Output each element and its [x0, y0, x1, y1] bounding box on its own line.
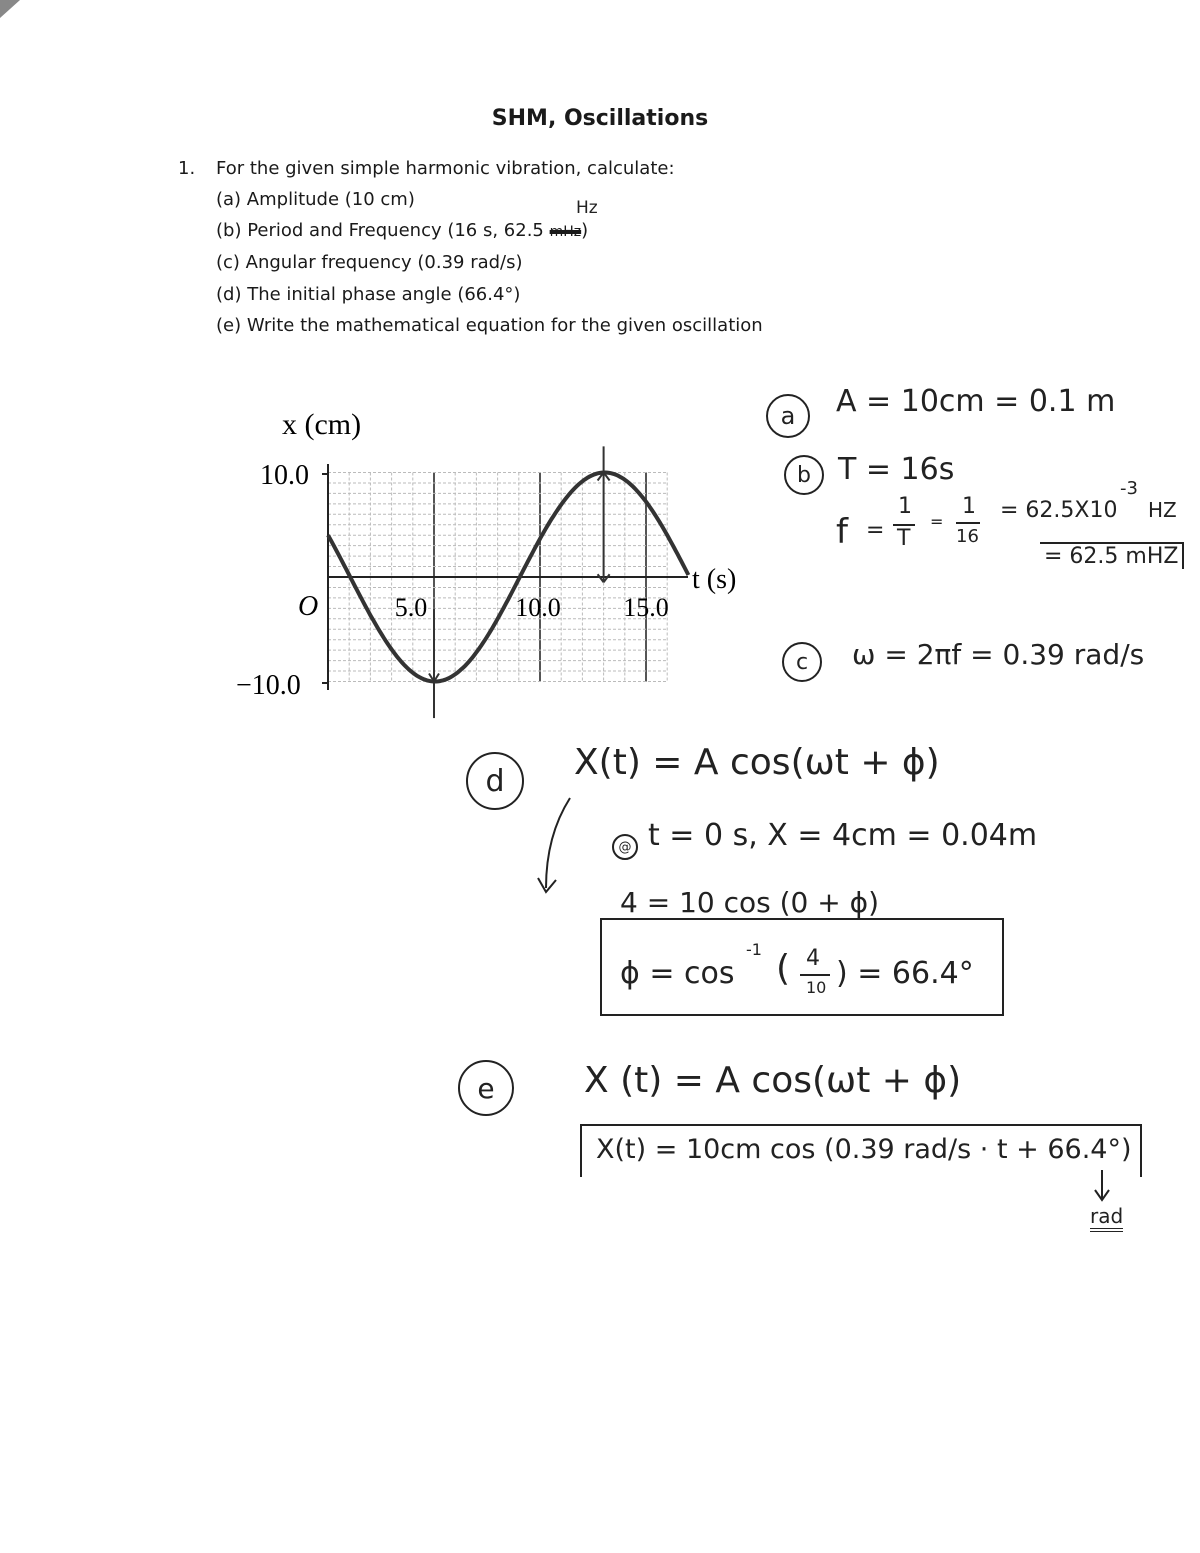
frac3-bar — [800, 974, 830, 976]
solution-d-boxed-pre: ϕ = cos — [620, 956, 735, 991]
x-tick-label-10: 10.0 — [515, 593, 561, 622]
item-a: (a) Amplitude (10 cm) — [216, 189, 415, 210]
x-axis-label: t (s) — [692, 564, 737, 595]
solution-a-line: A = 10cm = 0.1 m — [836, 384, 1116, 419]
question-number: 1. — [178, 158, 196, 179]
down-arrow — [530, 790, 590, 910]
solution-b-exp: -3 — [1120, 478, 1138, 499]
solution-b-eq1: = — [866, 518, 885, 543]
y-axis-label: x (cm) — [282, 408, 362, 441]
solution-d-boxed-den: 10 — [806, 978, 827, 997]
item-d: (d) The initial phase angle (66.4°) — [216, 284, 521, 305]
solution-d-boxed-post: ) = 66.4° — [836, 956, 974, 991]
solution-e-boxed: X(t) = 10cm cos (0.39 rad/s · t + 66.4°) — [580, 1124, 1142, 1177]
solution-c-line: ω = 2πf = 0.39 rad/s — [852, 638, 1145, 671]
solution-b-boxed: = 62.5 mHZ — [1040, 542, 1184, 569]
solution-d-line1: X(t) = A cos(ωt + ϕ) — [574, 742, 940, 783]
solution-d-boxed-exp: -1 — [746, 940, 762, 959]
question-prompt — [178, 158, 675, 179]
at-symbol: @ — [612, 834, 638, 860]
solution-b-eq3: = 62.5X10 — [1000, 498, 1118, 523]
solution-d-line2: t = 0 s, X = 4cm = 0.04m — [648, 818, 1038, 853]
rad-arrow — [1088, 1168, 1118, 1208]
solution-b-frac2-num: 1 — [962, 494, 976, 519]
origin-label: O — [298, 591, 319, 622]
solution-b-frac1-num: 1 — [898, 494, 912, 519]
solution-b-unit: HZ — [1148, 498, 1177, 522]
circle-c: c — [782, 642, 822, 682]
item-c: (c) Angular frequency (0.39 rad/s) — [216, 252, 523, 273]
circle-d: d — [466, 752, 524, 810]
frac2-bar — [956, 522, 980, 524]
item-b-label: (b) Period and Frequency (16 s, 62.5 — [216, 220, 544, 241]
circle-b: b — [784, 455, 824, 495]
solution-e-note: rad — [1090, 1204, 1123, 1232]
x-tick-label-15: 15.0 — [623, 593, 669, 622]
solution-b-frac2-den: 16 — [956, 526, 979, 547]
circle-a: a — [766, 394, 810, 438]
question-text: For the given simple harmonic vibration, calculate: — [216, 158, 675, 179]
item-b-hz-annotation: Hz — [576, 198, 598, 218]
corner-mark — [0, 0, 30, 30]
solution-b-eq2: = — [930, 512, 944, 531]
y-tick-label-max: 10.0 — [260, 460, 309, 491]
solution-d-boxed-num: 4 — [806, 946, 820, 971]
circle-e: e — [458, 1060, 514, 1116]
item-e: (e) Write the mathematical equation for the given oscillation — [216, 315, 763, 336]
solution-b-frac1-den: T — [897, 526, 911, 551]
page-title: SHM, Oscillations — [491, 106, 709, 131]
item-b: (b) Period and Frequency (16 s, 62.5 mHz) — [216, 220, 589, 241]
y-tick-label-min: −10.0 — [236, 670, 301, 701]
solution-b-period: T = 16s — [838, 452, 955, 487]
solution-d-boxed-mid: ( — [776, 948, 791, 989]
solution-b-f: f — [836, 512, 848, 552]
solution-d-line3: 4 = 10 cos (0 + ϕ) — [620, 886, 880, 919]
solution-e-line1: X (t) = A cos(ωt + ϕ) — [584, 1060, 962, 1101]
item-b-struck-unit: mHz — [549, 224, 582, 240]
shm-graph — [230, 400, 750, 740]
x-tick-label-5: 5.0 — [394, 593, 428, 622]
